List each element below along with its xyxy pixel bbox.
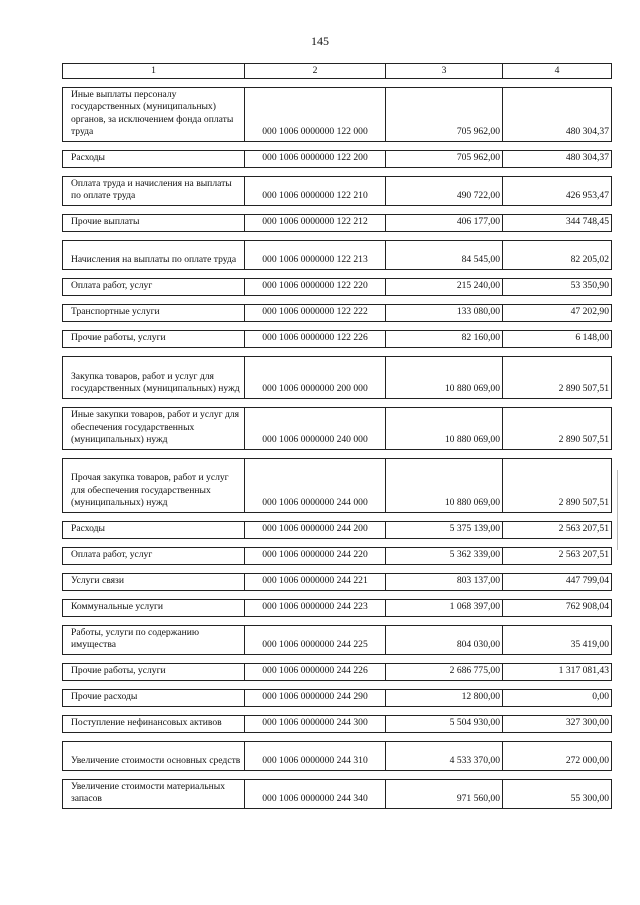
row-name: Расходы [71,152,106,164]
row-approved-amount: 971 560,00 [386,780,503,809]
row-spacer [63,270,612,279]
row-approved-amount: 804 030,00 [386,626,503,655]
column-header-executed: 4 [503,64,612,79]
row-executed-amount: 35 419,00 [503,626,612,655]
row-name-cell [63,522,245,539]
row-name-cell [63,279,245,296]
row-name-cell [63,88,245,142]
row-spacer [63,296,612,305]
row-code: 000 1006 0000000 122 212 [245,215,386,232]
table-body [63,79,612,809]
table-row [63,408,612,450]
row-executed-amount: 480 304,37 [503,151,612,168]
row-code: 000 1006 0000000 244 225 [245,626,386,655]
row-spacer [63,617,612,626]
row-name-cell [63,331,245,348]
row-code: 000 1006 0000000 244 310 [245,742,386,771]
row-executed-amount: 6 148,00 [503,331,612,348]
table-row [63,574,612,591]
row-executed-amount: 480 304,37 [503,88,612,142]
row-approved-amount: 4 533 370,00 [386,742,503,771]
budget-execution-table [62,63,612,809]
row-spacer [63,399,612,408]
row-approved-amount: 215 240,00 [386,279,503,296]
table-row [63,459,612,513]
row-name-cell [63,626,245,655]
row-approved-amount: 5 362 339,00 [386,548,503,565]
row-approved-amount: 82 160,00 [386,331,503,348]
row-name-cell [63,574,245,591]
row-code: 000 1006 0000000 122 210 [245,177,386,206]
row-spacer [63,733,612,742]
row-executed-amount: 272 000,00 [503,742,612,771]
row-approved-amount: 10 880 069,00 [386,459,503,513]
row-approved-amount: 10 880 069,00 [386,357,503,399]
row-approved-amount: 10 880 069,00 [386,408,503,450]
row-name-cell [63,357,245,399]
row-approved-amount: 2 686 775,00 [386,664,503,681]
table-header-row [63,64,612,79]
column-header-name: 1 [63,64,245,79]
row-code: 000 1006 0000000 200 000 [245,357,386,399]
table-row [63,780,612,809]
row-spacer [63,655,612,664]
row-approved-amount: 490 722,00 [386,177,503,206]
row-name: Услуги связи [71,575,124,587]
row-code: 000 1006 0000000 122 226 [245,331,386,348]
table-row [63,357,612,399]
table-row [63,626,612,655]
row-name: Работы, услуги по содержанию имущества [71,626,200,651]
row-name: Иные закупки товаров, работ и услуг для обеспечения государственных (муниципальных) нужд [71,409,240,446]
table-row [63,279,612,296]
table-row [63,600,612,617]
row-name: Транспортные услуги [71,306,160,318]
row-spacer [63,681,612,690]
row-name-cell [63,215,245,232]
row-executed-amount: 344 748,45 [503,215,612,232]
row-name: Прочие выплаты [71,216,140,228]
row-code: 000 1006 0000000 122 200 [245,151,386,168]
table-row [63,241,612,270]
row-spacer [63,348,612,357]
row-code: 000 1006 0000000 244 221 [245,574,386,591]
row-spacer [63,232,612,241]
row-executed-amount: 2 563 207,51 [503,548,612,565]
table-row [63,664,612,681]
row-executed-amount: 2 890 507,51 [503,408,612,450]
row-code: 000 1006 0000000 122 220 [245,279,386,296]
row-spacer [63,322,612,331]
row-approved-amount: 5 375 139,00 [386,522,503,539]
table-row [63,305,612,322]
row-name: Прочие работы, услуги [71,665,166,677]
row-name: Расходы [71,523,106,535]
row-name: Коммунальные услуги [71,601,164,613]
row-name: Увеличение стоимости материальных запасов [71,780,225,805]
row-spacer [63,565,612,574]
column-header-approved: 3 [386,64,503,79]
row-name-cell [63,151,245,168]
row-executed-amount: 53 350,90 [503,279,612,296]
row-approved-amount: 705 962,00 [386,151,503,168]
row-name: Прочая закупка товаров, работ и услуг для обеспечения государственных (муниципальных) нужд [71,472,229,509]
row-code: 000 1006 0000000 122 000 [245,88,386,142]
row-code: 000 1006 0000000 244 200 [245,522,386,539]
table-row [63,716,612,733]
scan-edge-mark [617,470,618,550]
page-number: 145 [311,34,329,48]
row-code: 000 1006 0000000 122 213 [245,241,386,270]
row-name-cell [63,716,245,733]
row-name: Оплата работ, услуг [71,280,153,292]
table-row [63,88,612,142]
table-row [63,690,612,707]
row-code: 000 1006 0000000 244 290 [245,690,386,707]
row-name-cell [63,600,245,617]
row-approved-amount: 12 800,00 [386,690,503,707]
table-row [63,215,612,232]
row-name-cell [63,780,245,809]
row-name: Прочие расходы [71,691,138,703]
row-spacer [63,142,612,151]
row-executed-amount: 327 300,00 [503,716,612,733]
row-name: Увеличение стоимости основных средств [71,755,241,767]
table-row [63,331,612,348]
row-code: 000 1006 0000000 244 000 [245,459,386,513]
row-spacer [63,450,612,459]
row-name-cell [63,305,245,322]
row-name: Начисления на выплаты по оплате труда [71,254,237,266]
row-code: 000 1006 0000000 244 300 [245,716,386,733]
row-approved-amount: 133 080,00 [386,305,503,322]
row-code: 000 1006 0000000 244 340 [245,780,386,809]
row-spacer [63,79,612,88]
row-executed-amount: 447 799,04 [503,574,612,591]
row-executed-amount: 0,00 [503,690,612,707]
row-name-cell [63,548,245,565]
row-executed-amount: 55 300,00 [503,780,612,809]
row-spacer [63,771,612,780]
row-code: 000 1006 0000000 244 220 [245,548,386,565]
row-name-cell [63,664,245,681]
table-row [63,548,612,565]
row-name-cell [63,408,245,450]
row-spacer [63,707,612,716]
row-spacer [63,168,612,177]
table-row [63,151,612,168]
table-row [63,522,612,539]
row-approved-amount: 84 545,00 [386,241,503,270]
row-name: Закупка товаров, работ и услуг для государственных (муниципальных) нужд [71,370,240,395]
row-code: 000 1006 0000000 240 000 [245,408,386,450]
row-executed-amount: 1 317 081,43 [503,664,612,681]
row-name-cell [63,459,245,513]
row-name: Иные выплаты персоналу государственных (муниципальных) органов, за исключением фонда оплаты труда [71,88,234,138]
row-executed-amount: 762 908,04 [503,600,612,617]
row-executed-amount: 47 202,90 [503,305,612,322]
row-name-cell [63,690,245,707]
row-spacer [63,591,612,600]
row-approved-amount: 705 962,00 [386,88,503,142]
row-executed-amount: 426 953,47 [503,177,612,206]
row-name-cell [63,241,245,270]
row-spacer [63,513,612,522]
row-name: Оплата труда и начисления на выплаты по оплате труда [71,177,232,202]
row-approved-amount: 1 068 397,00 [386,600,503,617]
row-approved-amount: 406 177,00 [386,215,503,232]
column-header-code: 2 [245,64,386,79]
row-code: 000 1006 0000000 244 223 [245,600,386,617]
row-executed-amount: 2 890 507,51 [503,357,612,399]
row-name-cell [63,177,245,206]
row-name: Оплата работ, услуг [71,549,153,561]
row-executed-amount: 2 563 207,51 [503,522,612,539]
row-code: 000 1006 0000000 244 226 [245,664,386,681]
row-spacer [63,206,612,215]
row-approved-amount: 803 137,00 [386,574,503,591]
row-spacer [63,539,612,548]
row-name: Поступление нефинансовых активов [71,717,222,729]
row-name-cell [63,742,245,771]
table-row [63,177,612,206]
row-executed-amount: 82 205,02 [503,241,612,270]
table-row [63,742,612,771]
row-approved-amount: 5 504 930,00 [386,716,503,733]
row-executed-amount: 2 890 507,51 [503,459,612,513]
row-code: 000 1006 0000000 122 222 [245,305,386,322]
row-name: Прочие работы, услуги [71,332,166,344]
